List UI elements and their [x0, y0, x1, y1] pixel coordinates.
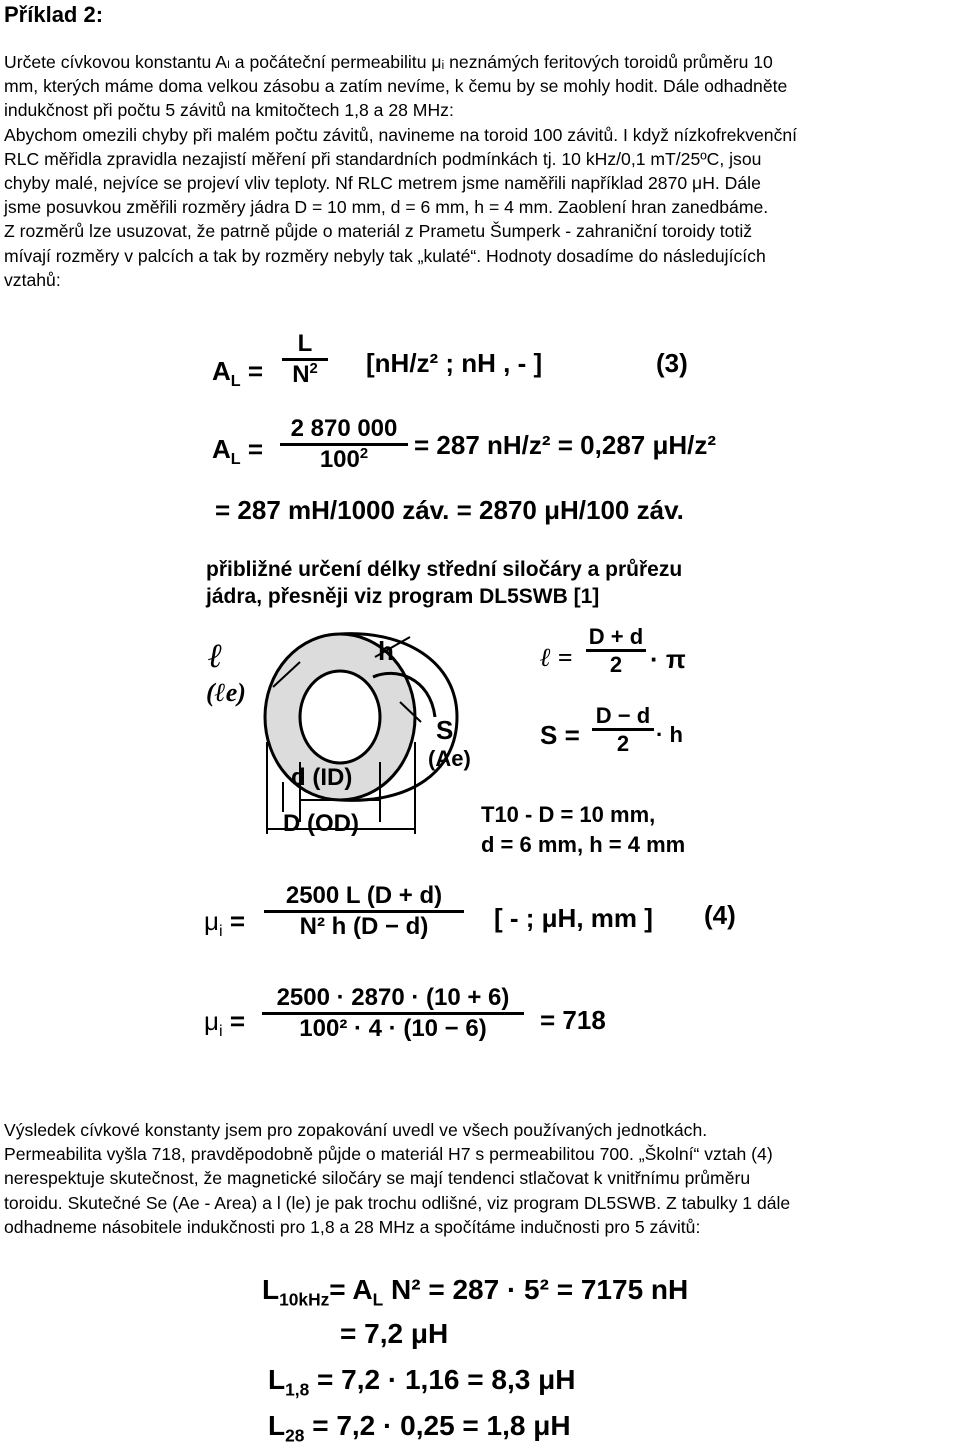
- t10-line: T10 - D = 10 mm,: [481, 802, 656, 827]
- eq3-tag: (3): [656, 348, 688, 378]
- formula-s-lhs: S =: [540, 720, 580, 750]
- intro-line: chyby malé, nejvíce se projeví vliv teploty. Nf RLC metrem jsme naměřili například 2870 μH. Dále: [4, 173, 761, 194]
- t10-note: [481, 800, 685, 860]
- eq4-denominator: N² h (D − d): [299, 912, 429, 940]
- formula-l-lhs: ℓ =: [540, 643, 573, 672]
- conclusion-line: odhadneme násobitele indukčnosti pro 1,8 a 28 MHz a spočítáme indučnosti pro 5 závitů:: [4, 1216, 701, 1237]
- conclusion-line: nerespektuje skutečnost, že magnetické siločáry se mají tendenci stlačovat k vnitřnímu průměru: [4, 1168, 751, 1189]
- formula-l-rhs: · π: [650, 644, 686, 674]
- intro-line: Z rozměrů lze usuzovat, že patrně půjde o materiál z Prametu Šumperk - zahraniční toroidy totiž: [4, 221, 753, 242]
- eq3-numerator: L: [297, 330, 313, 357]
- eq4-numerator: 2500 L (D + d): [285, 882, 443, 909]
- eq4b-fraction: [262, 984, 524, 1042]
- intro-line: jsme posuvkou změřili rozměry jádra D = 10 mm, d = 6 mm, h = 4 mm. Zaoblení hran zanedbáme.: [4, 197, 769, 218]
- formula-l-fraction: [586, 624, 646, 678]
- eq3b-lhs: $A_L$ =: [212, 434, 264, 469]
- final-eq-28: $L_{28} = 7,2 \cdot 0,25 = 1,8$ μH: [268, 1410, 571, 1446]
- final-eq-1-8: $L_{1,8} = 7,2 \cdot 1,16 = 8,3$ μH: [268, 1364, 576, 1400]
- eq4-fraction: [264, 882, 464, 940]
- intro-line: Určete cívkovou konstantu Aₗ a počáteční permeabilitu μᵢ neznámých feritových toroidů průměru 10: [4, 52, 773, 72]
- eq4-lhs: $\mu_i$ =: [204, 906, 245, 941]
- ae-label: (Ae): [428, 746, 471, 771]
- conclusion-line: toroidu. Skutečné Se (Ae - Area) a l (le) je pak trochu odlišné, viz program DL5SWB. Z tabulky 1 dále: [4, 1192, 791, 1213]
- conclusion-line: Výsledek cívkové konstanty jsem pro zopakování uvedl ve všech používaných jednotkách.: [4, 1120, 708, 1140]
- page-title: Příklad 2:: [4, 2, 104, 27]
- eq4-units: [ - ; μH, mm ]: [494, 903, 653, 933]
- l-label: ℓ: [208, 638, 223, 675]
- final-eq-10khz: $L_{10kHz}= A_L$ N² = 287 · 5² = 7175 nH: [262, 1274, 689, 1310]
- eq4b-denominator: 100² · 4 · (10 − 6): [299, 1014, 487, 1042]
- eq4-tag: (4): [704, 900, 736, 930]
- approx-note: [206, 556, 682, 610]
- eq3b-denominator: $100^2$: [319, 445, 369, 473]
- conclusion-paragraph: [4, 1118, 956, 1239]
- intro-line: Abychom omezili chyby při malém počtu závitů, navineme na toroid 100 závitů. I když nízkofrekvenční: [4, 124, 798, 145]
- eq4b-numerator: 2500 · 2870 · (10 + 6): [276, 984, 510, 1011]
- intro-line: vztahů:: [4, 269, 61, 290]
- formula-s-numerator: D − d: [595, 703, 651, 728]
- eq3b-numerator: 2 870 000: [290, 415, 398, 442]
- h-label: h: [378, 636, 394, 666]
- intro-line: mívají rozměry v palcích a tak by rozměry nebyly tak „kulaté“. Hodnoty dosadíme do následujících: [4, 245, 766, 266]
- formula-l-numerator: D + d: [588, 624, 644, 649]
- eq3-fraction: [282, 330, 328, 388]
- conclusion-line: Permeabilita vyšla 718, pravděpodobně půjde o materiál H7 s permeabilitou 700. „Školní“ vztah (4): [4, 1144, 773, 1165]
- eq3-units: [nH/z² ; nH , - ]: [366, 348, 543, 378]
- approx-note-line: jádra, přesněji viz program DL5SWB [1]: [206, 585, 600, 608]
- formula-s-rhs: · h: [656, 722, 683, 747]
- eq3-denominator: $N^2$: [292, 360, 318, 388]
- t10-line: d = 6 mm, h = 4 mm: [481, 832, 686, 857]
- s-label: S: [436, 715, 454, 745]
- eq3b-rhs: = 287 nH/z² = 0,287 μH/z²: [414, 430, 717, 460]
- formula-l-denominator: 2: [609, 652, 623, 678]
- eq3-lhs: $A_L$ =: [212, 356, 264, 391]
- le-label: (ℓe): [206, 678, 246, 707]
- final-eq-uh: = 7,2 μH: [340, 1318, 449, 1349]
- eq3c: = 287 mH/1000 záv. = 2870 μH/100 záv.: [215, 495, 684, 525]
- D-od-label: D (OD): [283, 810, 359, 837]
- intro-line: indukčnost při počtu 5 závitů na kmitočtech 1,8 a 28 MHz:: [4, 100, 454, 121]
- eq4b-rhs: = 718: [540, 1005, 606, 1035]
- approx-note-line: přibližné určení délky střední siločáry a průřezu: [206, 558, 683, 581]
- eq3b-fraction: [280, 415, 408, 473]
- formula-s-denominator: 2: [616, 731, 630, 757]
- intro-line: mm, kterých máme doma velkou zásobu a zatím nevíme, k čemu by se mohly hodit. Dále odhadněte: [4, 76, 788, 97]
- intro-paragraph: [4, 50, 956, 292]
- d-id-label: d (ID): [291, 764, 353, 791]
- intro-line: RLC měřidla zpravidla nezajistí měření při standardních podmínkách tj. 10 kHz/0,1 mT/25ºC, jsou: [4, 148, 762, 169]
- formula-s-fraction: [592, 703, 654, 757]
- eq4b-lhs: $\mu_i$ =: [204, 1006, 245, 1041]
